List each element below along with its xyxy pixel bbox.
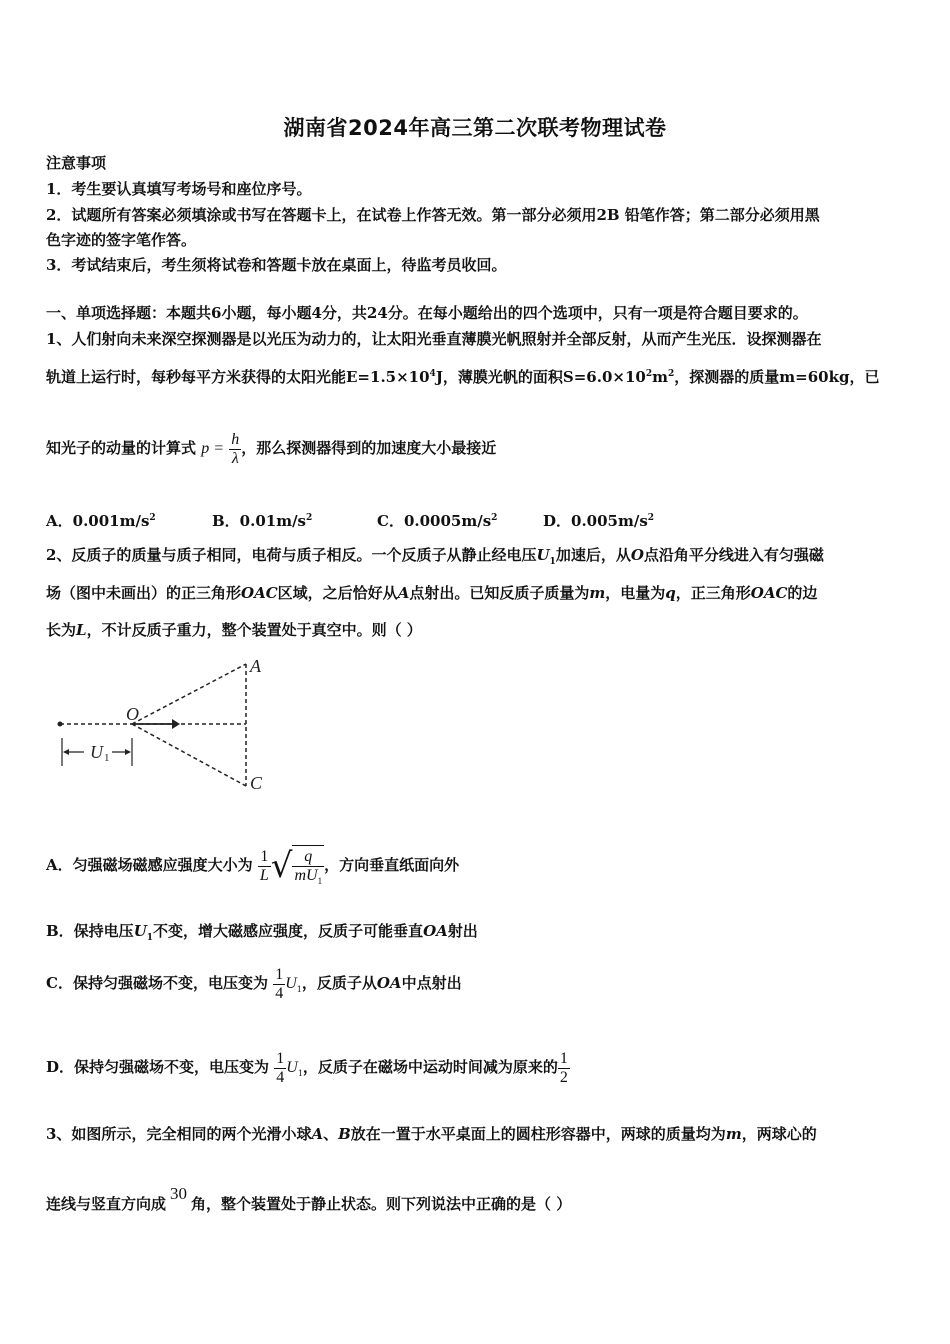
arrow-head — [172, 719, 180, 729]
q2-line: 2、反质子的质量与质子相同，电荷与质子相反。一个反质子从静止经电压$U_1$加速后，从O点沿角平分线进入有匀强磁 — [46, 546, 824, 567]
start-point — [58, 722, 63, 727]
fraction-half: $\frac{1}{2}$ — [559, 1049, 568, 1086]
label-o: O — [126, 704, 139, 724]
momentum-formula: $\frac{h}{\lambda}$ — [231, 430, 240, 467]
q2-line: 长为L，不计反质子重力，整个装置处于真空中。则（ ） — [46, 621, 422, 639]
label-c: C — [250, 773, 263, 793]
angle-value: 30 — [170, 1184, 188, 1203]
label-u: U — [90, 742, 103, 762]
q1-option-a[interactable]: A．$0.001m/s^2$ — [46, 512, 156, 530]
q2-option-c[interactable]: C．保持匀强磁场不变，电压变为 $\frac{1}{4}$ $U_1$，反质子从OA中点射出 — [46, 965, 462, 1002]
q1-line: 轨道上运行时，每秒每平方米获得的太阳光能$E=1.5\times 10^4J$，薄膜光帆的面积$S=6.0\times 10^2m^2$，探测器的质量m=60kg，已 — [46, 368, 880, 386]
page-title: 湖南省2024年高三第二次联考物理试卷 — [283, 116, 667, 140]
q1-option-b[interactable]: B．$0.01m/s^2$ — [212, 512, 313, 530]
q2-line: 场（图中未画出）的正三角形OAC区域，之后恰好从A点射出。已知反质子质量为m，电量为q，正三角形OAC的边 — [46, 584, 818, 602]
q3-line: 连线与竖直方向成30角，整个装置处于静止状态。则下列说法中正确的是（ ） — [46, 1184, 572, 1213]
q1-line: 1、人们射向未来深空探测器是以光压为动力的，让太阳光垂直薄膜光帆照射并全部反射，从而产生光压．设探测器在 — [46, 330, 822, 348]
notice-item: 1．考生要认真填写考场号和座位序号。 — [46, 180, 312, 198]
fraction-quarter: $\frac{1}{4}$ — [276, 1049, 285, 1086]
side-oa — [132, 664, 246, 724]
sqrt-icon: √ — [270, 846, 293, 886]
side-oc — [132, 724, 246, 786]
q2-option-b[interactable]: B．保持电压$U_1$不变，增大磁感应强度，反质子可能垂直OA射出 — [46, 922, 478, 943]
q3-line: 3、如图所示，完全相同的两个光滑小球A、B放在一置于水平桌面上的圆柱形容器中，两球的质量均为m，两球心的 — [46, 1125, 817, 1143]
triangle-diagram — [50, 652, 280, 797]
q1-line: 知光子的动量的计算式 p = $\frac{h}{\lambda}$ ，那么探测器得到的加速度大小最接近 — [46, 430, 497, 467]
fraction-quarter: $\frac{1}{4}$ — [275, 965, 284, 1002]
notice-item: 色字迹的签字笔作答。 — [46, 231, 197, 249]
label-u-sub: 1 — [104, 752, 110, 764]
formula-lhs: p = — [201, 440, 225, 457]
label-a: A — [250, 656, 261, 676]
notice-heading: 注意事项 — [46, 154, 107, 172]
q2-option-a[interactable]: A．匀强磁场磁感应强度大小为 $\frac{1}{L}$ √ $\frac{q}{mU_1}$ ，方向垂直纸面向外 — [46, 846, 460, 886]
section-heading: 一、单项选择题：本题共6小题，每小题4分，共24分。在每小题给出的四个选项中，只有一项是符合题目要求的。 — [46, 304, 808, 322]
q1-option-c[interactable]: C．$0.0005m/s^2$ — [377, 512, 498, 530]
fraction-1-over-l: $\frac{1}{L}$ — [259, 847, 269, 884]
notice-item: 2．试题所有答案必须填涂或书写在答题卡上，在试卷上作答无效。第一部分必须用2B 铅笔作答；第二部分必须用黑 — [46, 206, 820, 224]
notice-item: 3．考试结束后，考生须将试卷和答题卡放在桌面上，待监考员收回。 — [46, 256, 507, 274]
q2-option-d[interactable]: D．保持匀强磁场不变，电压变为 $\frac{1}{4}$ $U_1$，反质子在磁场中运动时间减为原来的 $\frac{1}{2}$ — [46, 1049, 568, 1086]
q1-option-d[interactable]: D．$0.005m/s^2$ — [543, 512, 655, 530]
sqrt-fraction: $\frac{q}{mU_1}$ — [292, 845, 324, 887]
